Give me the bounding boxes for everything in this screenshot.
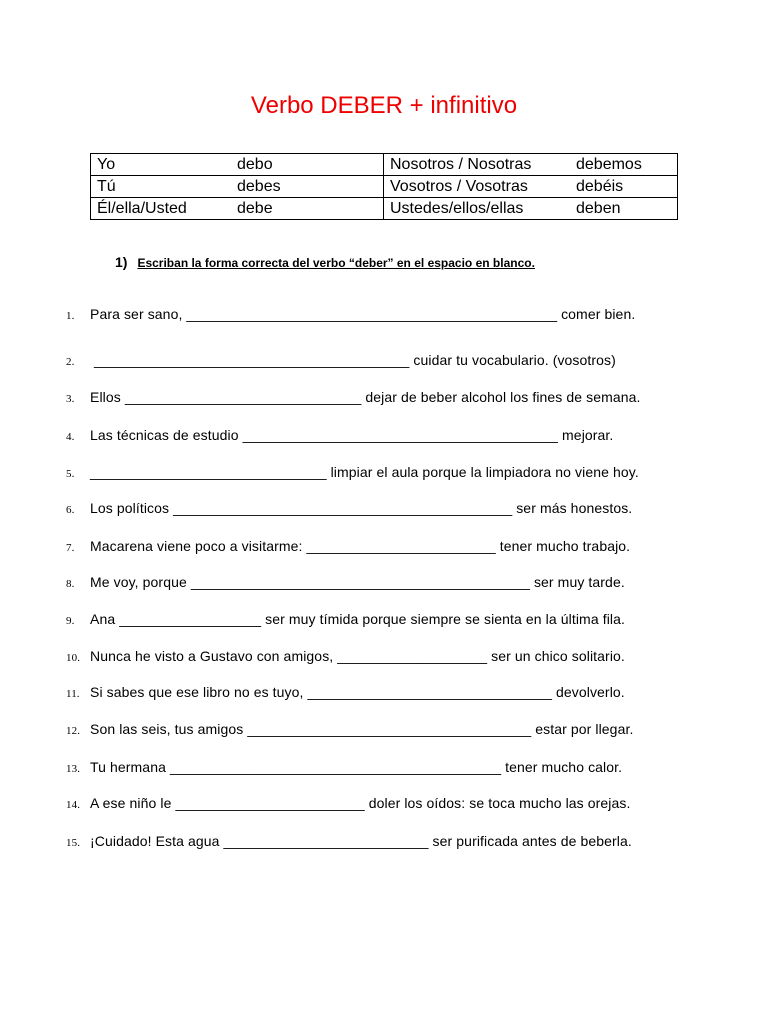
- item-text: Me voy, porque ___________________________________________ ser muy tarde.: [90, 574, 625, 590]
- list-item: [66, 611, 706, 627]
- pronoun-plural: Vosotros / Vosotras: [390, 177, 528, 195]
- item-number: 5.: [66, 468, 75, 480]
- item-text: Nunca he visto a Gustavo con amigos, ___________________ ser un chico solitario.: [90, 648, 625, 664]
- item-text: Ana __________________ ser muy tímida porque siempre se sienta en la última fila.: [90, 611, 625, 627]
- exercise-instruction: [115, 254, 535, 270]
- singular-cell: [91, 198, 384, 220]
- item-number: 4.: [66, 431, 75, 443]
- table-row: [91, 154, 678, 176]
- plural-cell: [384, 176, 678, 198]
- item-text: Si sabes que ese libro no es tuyo, _______________________________ devolverlo.: [90, 684, 625, 700]
- item-number: 8.: [66, 578, 75, 590]
- verb-form: debe: [237, 199, 273, 217]
- singular-cell: [91, 176, 384, 198]
- list-item: [66, 427, 706, 443]
- item-text: Para ser sano, _______________________________________________ comer bien.: [90, 306, 636, 322]
- item-number: 3.: [66, 393, 75, 405]
- verb-form-plural: debemos: [576, 155, 642, 173]
- list-item: [66, 464, 706, 480]
- verb-form-plural: debéis: [576, 177, 624, 195]
- page-title: Verbo DEBER + infinitivo: [250, 92, 518, 119]
- list-item: [66, 389, 706, 405]
- item-number: 10.: [66, 652, 81, 664]
- plural-cell: [384, 198, 678, 220]
- item-number: 7.: [66, 542, 75, 554]
- pronoun: Tú: [97, 177, 116, 195]
- conjugation-table: [90, 153, 678, 220]
- pronoun: Él/ella/Usted: [97, 199, 187, 217]
- item-number: 1.: [66, 310, 75, 322]
- list-item: [66, 538, 706, 554]
- item-number: 9.: [66, 615, 75, 627]
- pronoun-plural: Ustedes/ellos/ellas: [390, 199, 524, 217]
- exercise-number: 1): [115, 254, 128, 270]
- list-item: [66, 352, 706, 368]
- pronoun: Yo: [97, 155, 116, 173]
- singular-cell: [91, 154, 384, 176]
- pronoun-plural: Nosotros / Nosotras: [390, 155, 532, 173]
- item-number: 13.: [66, 763, 81, 775]
- list-item: [66, 795, 706, 811]
- table-row: [91, 198, 678, 220]
- item-text: ______________________________ limpiar el aula porque la limpiadora no viene hoy.: [90, 464, 639, 480]
- list-item: [66, 648, 706, 664]
- item-text: Las técnicas de estudio ________________________________________ mejorar.: [90, 427, 614, 443]
- list-item: [66, 759, 706, 775]
- list-item: [66, 721, 706, 737]
- item-number: 6.: [66, 504, 75, 516]
- table-row: [91, 176, 678, 198]
- verb-form: debes: [237, 177, 281, 195]
- list-item: [66, 306, 706, 322]
- item-number: 11.: [66, 688, 80, 700]
- list-item: [66, 833, 706, 849]
- list-item: [66, 574, 706, 590]
- plural-cell: [384, 154, 678, 176]
- item-text: ________________________________________ cuidar tu vocabulario. (vosotros): [90, 352, 616, 368]
- verb-form: debo: [237, 155, 273, 173]
- list-item: [66, 500, 706, 516]
- item-number: 12.: [66, 725, 81, 737]
- item-text: ¡Cuidado! Esta agua __________________________ ser purificada antes de beberla.: [90, 833, 632, 849]
- item-text: A ese niño le ________________________ doler los oídos: se toca mucho las orejas.: [90, 795, 631, 811]
- instruction-text: Escriban la forma correcta del verbo “deber” en el espacio en blanco.: [137, 256, 535, 270]
- verb-form-plural: deben: [576, 199, 621, 217]
- item-number: 2.: [66, 356, 75, 368]
- list-item: [66, 684, 706, 700]
- item-text: Ellos ______________________________ dejar de beber alcohol los fines de semana.: [90, 389, 641, 405]
- item-number: 14.: [66, 799, 81, 811]
- item-text: Son las seis, tus amigos ____________________________________ estar por llegar.: [90, 721, 634, 737]
- item-text: Macarena viene poco a visitarme: ________________________ tener mucho trabajo.: [90, 538, 631, 554]
- item-text: Los políticos ___________________________________________ ser más honestos.: [90, 500, 633, 516]
- item-number: 15.: [66, 837, 81, 849]
- item-text: Tu hermana __________________________________________ tener mucho calor.: [90, 759, 623, 775]
